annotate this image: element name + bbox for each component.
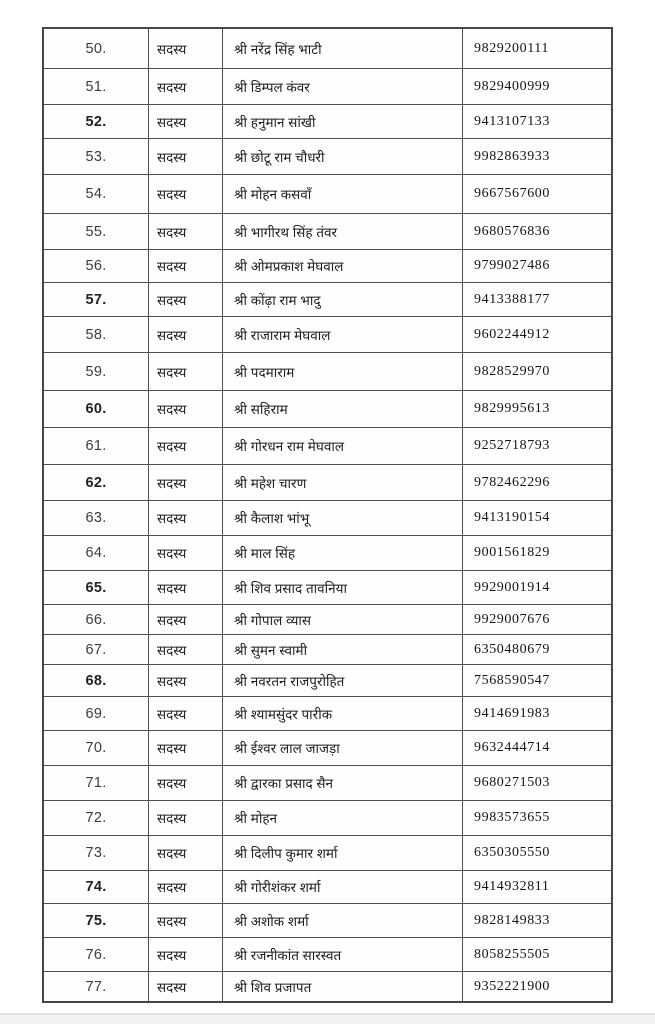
designation-cell: सदस्य xyxy=(149,428,223,464)
serial-number-cell: 52. xyxy=(44,105,149,138)
designation-cell: सदस्य xyxy=(149,501,223,535)
serial-number-cell: 67. xyxy=(44,635,149,664)
phone-number-cell: 8058255505 xyxy=(474,946,550,962)
designation-cell: सदस्य xyxy=(149,904,223,937)
member-name-cell: श्री कैलाश भांभू xyxy=(223,501,463,535)
member-name-cell: श्री शिव प्रजापत xyxy=(223,972,463,1001)
designation-cell: सदस्य xyxy=(149,29,223,68)
member-name-cell: श्री माल सिंह xyxy=(223,536,463,570)
designation-cell: सदस्य xyxy=(149,697,223,730)
table-row xyxy=(44,250,611,283)
designation-cell: सदस्य xyxy=(149,465,223,500)
serial-number-cell: 54. xyxy=(44,175,149,213)
designation-cell: सदस्य xyxy=(149,536,223,570)
table-row xyxy=(44,605,611,635)
member-name-cell: श्री गोपाल व्यास xyxy=(223,605,463,634)
designation-cell: सदस्य xyxy=(149,139,223,174)
serial-number-cell: 76. xyxy=(44,938,149,971)
phone-number-cell: 9829400999 xyxy=(474,78,550,94)
phone-number-cell: 9413190154 xyxy=(474,510,550,525)
member-name-cell: श्री अशोक शर्मा xyxy=(223,904,463,937)
member-name-cell: श्री नरेंद्र सिंह भाटी xyxy=(223,29,463,68)
phone-number-cell: 9001561829 xyxy=(474,545,550,560)
designation-cell: सदस्य xyxy=(149,105,223,138)
member-name-cell: श्री हनुमान सांखी xyxy=(223,105,463,138)
serial-number-cell: 75. xyxy=(44,904,149,937)
member-name-cell: श्री श्यामसुंदर पारीक xyxy=(223,697,463,730)
table-row xyxy=(44,139,611,175)
serial-number-cell: 53. xyxy=(44,139,149,174)
member-name-cell: श्री भागीरथ सिंह तंवर xyxy=(223,214,463,249)
designation-cell: सदस्य xyxy=(149,69,223,104)
table-row xyxy=(44,536,611,571)
designation-cell: सदस्य xyxy=(149,250,223,282)
serial-number-cell: 77. xyxy=(44,972,149,1001)
table-row xyxy=(44,428,611,465)
table-row xyxy=(44,972,611,1001)
serial-number-cell: 51. xyxy=(44,69,149,104)
designation-cell: सदस्य xyxy=(149,605,223,634)
member-name-cell: श्री गोरधन राम मेघवाल xyxy=(223,428,463,464)
table-row xyxy=(44,836,611,871)
members-contact-table xyxy=(42,27,613,1003)
table-row xyxy=(44,571,611,605)
table-row xyxy=(44,175,611,214)
member-name-cell: श्री डिम्पल कंवर xyxy=(223,69,463,104)
designation-cell: सदस्य xyxy=(149,635,223,664)
serial-number-cell: 59. xyxy=(44,353,149,390)
designation-cell: सदस्य xyxy=(149,214,223,249)
serial-number-cell: 73. xyxy=(44,836,149,870)
phone-number-cell: 9829995613 xyxy=(474,401,550,416)
table-row xyxy=(44,317,611,353)
serial-number-cell: 68. xyxy=(44,665,149,696)
member-name-cell: श्री ओमप्रकाश मेघवाल xyxy=(223,250,463,282)
phone-number-cell: 9828149833 xyxy=(474,912,550,928)
table-row xyxy=(44,766,611,801)
bottom-panel-edge xyxy=(0,1013,655,1024)
serial-number-cell: 70. xyxy=(44,731,149,765)
designation-cell: सदस्य xyxy=(149,175,223,213)
phone-number-cell: 9252718793 xyxy=(474,438,550,453)
table-row xyxy=(44,904,611,938)
table-row xyxy=(44,105,611,139)
designation-cell: सदस्य xyxy=(149,836,223,870)
table-row xyxy=(44,938,611,972)
member-name-cell: श्री नवरतन राजपुरोहित xyxy=(223,665,463,696)
serial-number-cell: 62. xyxy=(44,465,149,500)
designation-cell: सदस्य xyxy=(149,665,223,696)
member-name-cell: श्री छोटू राम चौधरी xyxy=(223,139,463,174)
designation-cell: सदस्य xyxy=(149,731,223,765)
member-name-cell: श्री मोहन xyxy=(223,801,463,835)
member-name-cell: श्री दिलीप कुमार शर्मा xyxy=(223,836,463,870)
phone-number-cell: 9929001914 xyxy=(474,579,550,595)
phone-number-cell: 9413388177 xyxy=(474,291,550,307)
phone-number-cell: 6350480679 xyxy=(474,641,550,657)
table-row xyxy=(44,665,611,697)
serial-number-cell: 64. xyxy=(44,536,149,570)
table-row xyxy=(44,214,611,250)
table-row xyxy=(44,391,611,428)
table-row xyxy=(44,501,611,536)
phone-number-cell: 9413107133 xyxy=(474,113,550,129)
designation-cell: सदस्य xyxy=(149,938,223,971)
serial-number-cell: 60. xyxy=(44,391,149,427)
phone-number-cell: 9352221900 xyxy=(474,978,550,994)
designation-cell: सदस्य xyxy=(149,972,223,1001)
serial-number-cell: 69. xyxy=(44,697,149,730)
serial-number-cell: 58. xyxy=(44,317,149,352)
serial-number-cell: 55. xyxy=(44,214,149,249)
designation-cell: सदस्य xyxy=(149,317,223,352)
member-name-cell: श्री शिव प्रसाद तावनिया xyxy=(223,571,463,604)
serial-number-cell: 57. xyxy=(44,283,149,316)
member-name-cell: श्री पदमाराम xyxy=(223,353,463,390)
designation-cell: सदस्य xyxy=(149,571,223,604)
phone-number-cell: 9799027486 xyxy=(474,258,550,273)
serial-number-cell: 71. xyxy=(44,766,149,800)
table-row xyxy=(44,731,611,766)
designation-cell: सदस्य xyxy=(149,801,223,835)
designation-cell: सदस्य xyxy=(149,391,223,427)
serial-number-cell: 50. xyxy=(44,29,149,68)
member-name-cell: श्री राजाराम मेघवाल xyxy=(223,317,463,352)
phone-number-cell: 9632444714 xyxy=(474,740,550,755)
member-name-cell: श्री ईश्वर लाल जाजड़ा xyxy=(223,731,463,765)
member-name-cell: श्री मोहन कसवाँ xyxy=(223,175,463,213)
phone-number-cell: 9667567600 xyxy=(474,186,550,201)
phone-number-cell: 9982863933 xyxy=(474,148,550,164)
table-row xyxy=(44,29,611,69)
designation-cell: सदस्य xyxy=(149,766,223,800)
member-name-cell: श्री गोरीशंकर शर्मा xyxy=(223,871,463,903)
member-name-cell: श्री सहिराम xyxy=(223,391,463,427)
designation-cell: सदस्य xyxy=(149,871,223,903)
designation-cell: सदस्य xyxy=(149,283,223,316)
phone-number-cell: 9829200111 xyxy=(474,40,549,56)
table-row xyxy=(44,635,611,665)
designation-cell: सदस्य xyxy=(149,353,223,390)
phone-number-cell: 9414691983 xyxy=(474,705,550,721)
table-row xyxy=(44,465,611,501)
table-row xyxy=(44,283,611,317)
phone-number-cell: 6350305550 xyxy=(474,845,550,860)
serial-number-cell: 63. xyxy=(44,501,149,535)
phone-number-cell: 9782462296 xyxy=(474,474,550,490)
phone-number-cell: 9414932811 xyxy=(474,879,550,894)
member-name-cell: श्री द्वारका प्रसाद सैन xyxy=(223,766,463,800)
serial-number-cell: 74. xyxy=(44,871,149,903)
table-row xyxy=(44,871,611,904)
table-row xyxy=(44,69,611,105)
phone-number-cell: 9983573655 xyxy=(474,810,550,825)
table-row xyxy=(44,801,611,836)
phone-number-cell: 7568590547 xyxy=(474,672,550,688)
member-name-cell: श्री महेश चारण xyxy=(223,465,463,500)
serial-number-cell: 72. xyxy=(44,801,149,835)
serial-number-cell: 61. xyxy=(44,428,149,464)
serial-number-cell: 65. xyxy=(44,571,149,604)
phone-number-cell: 9680271503 xyxy=(474,775,550,790)
phone-number-cell: 9680576836 xyxy=(474,223,550,239)
phone-number-cell: 9828529970 xyxy=(474,363,550,379)
table-row xyxy=(44,697,611,731)
member-name-cell: श्री रजनीकांत सारस्वत xyxy=(223,938,463,971)
phone-number-cell: 9602244912 xyxy=(474,326,550,342)
serial-number-cell: 56. xyxy=(44,250,149,282)
member-name-cell: श्री कोंढ़ा राम भादु xyxy=(223,283,463,316)
member-name-cell: श्री सुमन स्वामी xyxy=(223,635,463,664)
serial-number-cell: 66. xyxy=(44,605,149,634)
phone-number-cell: 9929007676 xyxy=(474,611,550,627)
table-row xyxy=(44,353,611,391)
